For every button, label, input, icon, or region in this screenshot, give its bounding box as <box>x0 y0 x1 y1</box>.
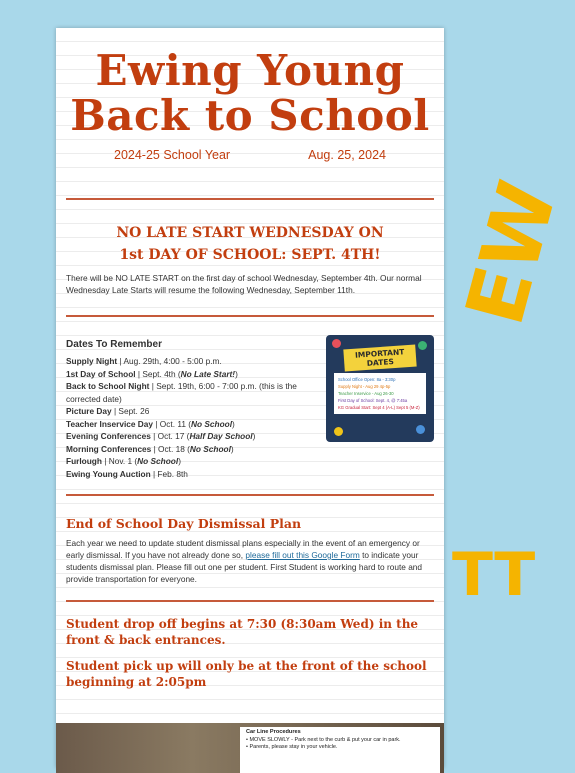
date-item <box>66 455 300 468</box>
date-detail: | Sept. 26 <box>111 406 150 416</box>
poster-line: Teacher Inservice - Aug 26-30 <box>338 391 394 396</box>
decorative-dot-icon <box>418 341 427 350</box>
date-item <box>66 418 300 431</box>
date-detail: | Aug. 29th, 4:00 - 5:00 p.m. <box>117 356 222 366</box>
divider <box>66 198 434 200</box>
decorative-dot-icon <box>416 425 425 434</box>
poster-line: Supply Night - Aug 29 4p-5p <box>338 384 391 389</box>
divider <box>66 315 434 317</box>
divider <box>66 494 434 496</box>
late-start-headline <box>56 222 444 266</box>
title-line: Ewing Young <box>95 46 405 95</box>
date-detail: | Nov. 1 ( <box>101 456 138 466</box>
date-item <box>66 380 300 405</box>
dismissal-body <box>66 537 434 585</box>
header-subrow <box>56 138 444 162</box>
car-line-text: Parents, please stay in your vehicle. <box>249 744 338 750</box>
title-line: Back to School <box>70 91 430 140</box>
date-label: Furlough <box>66 456 102 466</box>
date-suffix: ) <box>178 456 181 466</box>
poster-line: First Day of School: Sept. 4, @ 7:45a <box>338 398 408 403</box>
car-line-photo <box>56 723 444 773</box>
poster-title: IMPORTANT DATES <box>343 345 416 372</box>
google-form-link[interactable]: please fill out this Google Form <box>245 550 360 560</box>
poster-body <box>334 373 426 414</box>
date-detail: | Sept. 4th ( <box>135 368 181 379</box>
school-year: 2024-25 School Year <box>114 148 231 162</box>
newsletter-title <box>56 48 444 138</box>
date-detail: | Oct. 18 ( <box>151 443 190 454</box>
date-suffix: ) <box>232 418 235 429</box>
date-note: Half Day School <box>189 431 253 441</box>
date-item <box>66 468 300 481</box>
newsletter-header <box>56 48 444 162</box>
date-item <box>66 355 300 368</box>
date-detail: | Feb. 8th <box>150 468 188 479</box>
date-label: Ewing Young Auction <box>66 468 151 479</box>
car-line-item: • MOVE SLOWLY - Park next to the curb & put your car in park. <box>246 736 401 743</box>
dropoff-heading: Student drop off begins at 7:30 (8:30am Wed) in the front & back entrances. <box>66 617 419 647</box>
date-note: No School <box>191 418 233 429</box>
poster-line: KG Gradual Start: Sept 4 (A-L) Sept 5 (M-Z) <box>338 405 420 410</box>
dismissal-text: to indicate your students dismissal plan. Please fill out one per student. First Student is working hard to route and provide transportation for everyone. <box>66 550 423 584</box>
car-line-title: Car Line Procedures <box>246 729 301 735</box>
dates-section <box>56 339 444 480</box>
headline-line: NO LATE START WEDNESDAY ON <box>116 225 384 241</box>
date-label: 1st Day of School <box>66 368 136 379</box>
divider <box>66 600 434 602</box>
newsletter-date: Aug. 25, 2024 <box>308 148 386 162</box>
background-decoration-text: EW <box>448 171 575 335</box>
date-item <box>66 405 300 418</box>
date-label: Evening Conferences <box>66 431 151 441</box>
dates-heading: Dates To Remember <box>66 339 162 350</box>
poster-line: School Office Open: 8a - 3:30p <box>338 377 396 382</box>
date-label: Picture Day <box>66 406 112 416</box>
date-label: Morning Conferences <box>66 443 152 454</box>
newsletter-page <box>56 28 444 768</box>
date-detail: | Oct. 17 ( <box>150 431 190 441</box>
background-decoration-text: TT <box>452 540 536 610</box>
date-label: Back to School Night <box>66 381 150 391</box>
date-item <box>66 430 300 443</box>
date-label: Teacher Inservice Day <box>66 418 154 429</box>
dismissal-text: Each year we need to update student dismissal plans especially in the event of an emergency or early dismissal. If you have not already done so, <box>66 538 420 560</box>
date-note: No School <box>137 456 179 466</box>
car-line-procedures <box>240 727 440 773</box>
decorative-dot-icon <box>332 339 341 348</box>
decorative-dot-icon <box>334 427 343 436</box>
date-suffix: ) <box>230 443 234 454</box>
late-start-body: There will be NO LATE START on the first day of school Wednesday, September 4th. Our normal Wednesday Late Starts will resume the following Wednesday, September 11th. <box>66 273 422 295</box>
date-detail: | Oct. 11 ( <box>153 418 191 429</box>
dismissal-heading: End of School Day Dismissal Plan <box>66 516 302 531</box>
pickup-heading: Student pick up will only be at the front of the school beginning at 2:05pm <box>66 659 427 689</box>
date-suffix: ) <box>235 368 238 379</box>
date-suffix: ) <box>252 431 256 441</box>
date-detail: | Sept. 19th, 6:00 - 7:00 p.m. (this is the corrected date) <box>66 381 297 404</box>
car-line-item: • Parents, please stay in your vehicle. <box>246 744 338 750</box>
date-note: No School <box>189 443 231 454</box>
date-note: No Late Start! <box>180 368 236 379</box>
car-line-text: MOVE SLOWLY - Park next to the curb & put your car in park. <box>249 736 401 743</box>
date-label: Supply Night <box>66 356 118 366</box>
date-item <box>66 443 300 456</box>
headline-line: 1st DAY OF SCHOOL: SEPT. 4TH! <box>119 247 381 263</box>
date-item <box>66 368 300 381</box>
important-dates-poster <box>326 335 434 442</box>
